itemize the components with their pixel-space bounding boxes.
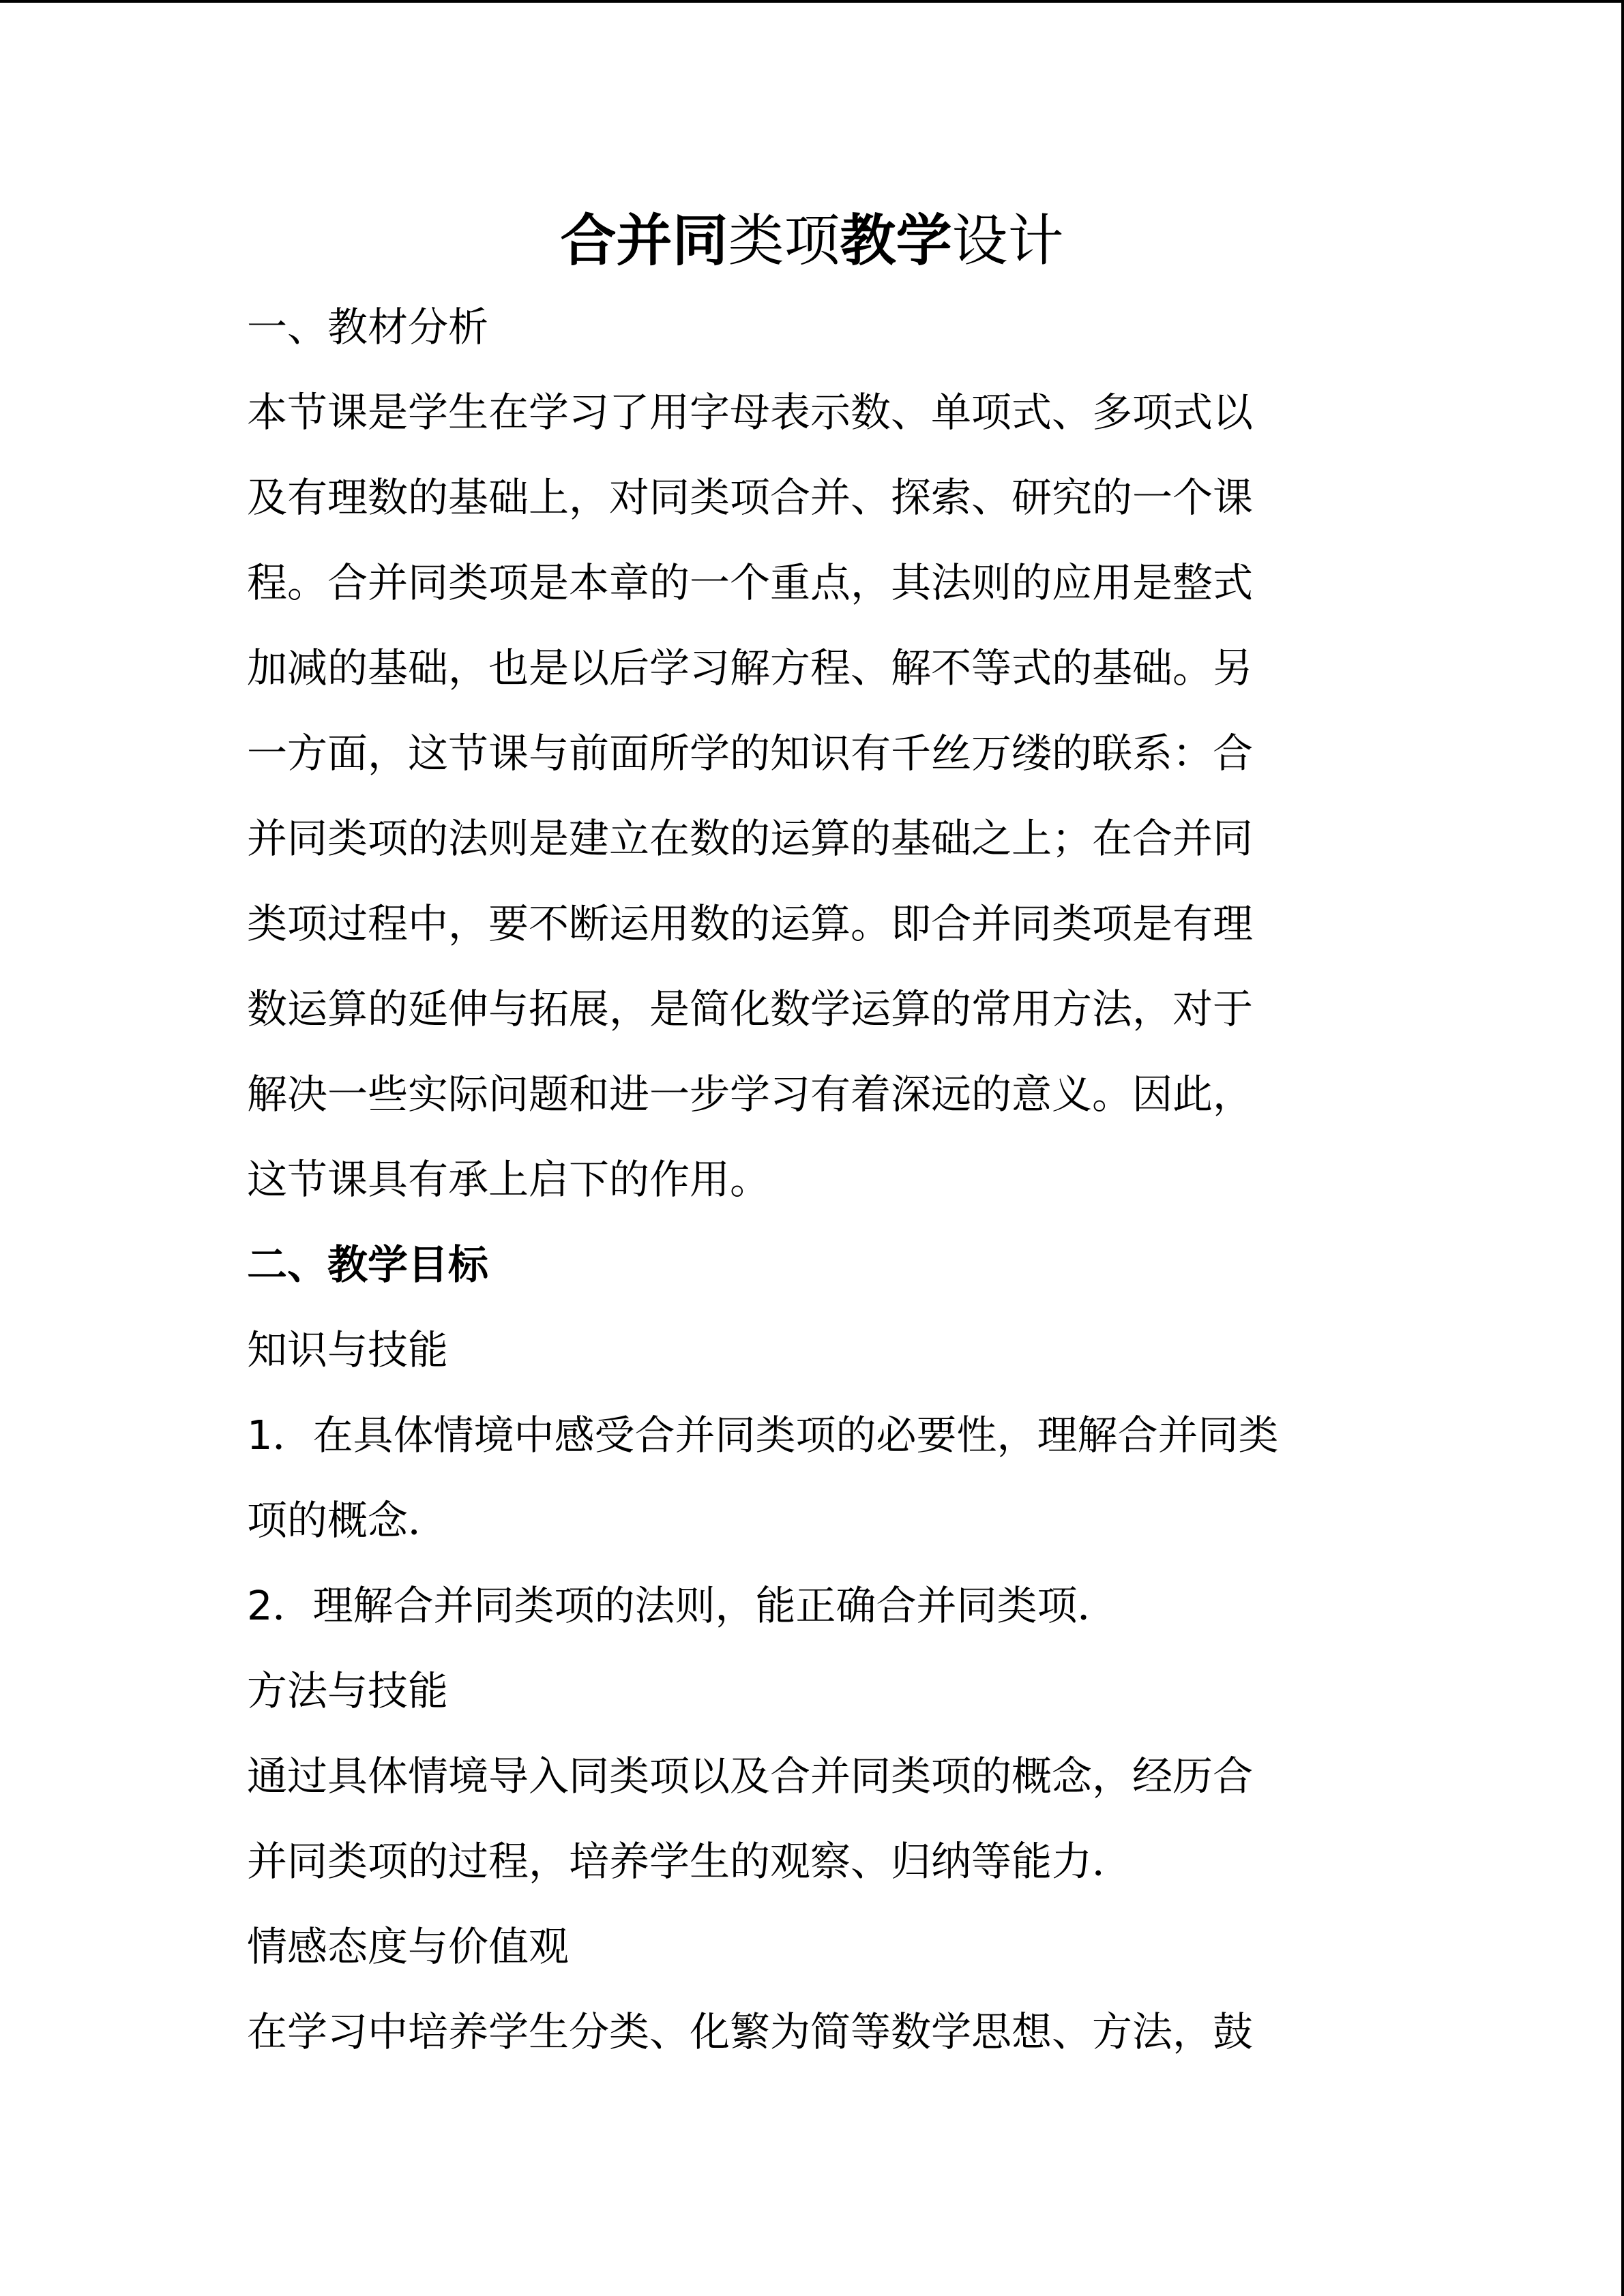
title-part-3: 教学 [840, 209, 952, 273]
document-title [0, 200, 1624, 282]
paragraph-line: 在学习中培养学生分类、化繁为简等数学思想、方法，鼓 [247, 2008, 1254, 2055]
paragraph-line: 及有理数的基础上，对同类项合并、探索、研究的一个课 [247, 474, 1254, 521]
list-item-1: 1．在具体情境中感受合并同类项的必要性，理解合并同类 [247, 1412, 1279, 1459]
paragraph-line: 并同类项的过程，培养学生的观察、归纳等能力． [247, 1838, 1133, 1885]
paragraph-line: 一方面，这节课与前面所学的知识有千丝万缕的联系：合 [247, 730, 1254, 777]
paragraph-line: 并同类项的法则是建立在数的运算的基础之上；在合并同 [247, 815, 1254, 862]
subheading-knowledge-skills: 知识与技能 [247, 1326, 449, 1373]
title-part-4: 设计 [951, 209, 1064, 273]
paragraph-line: 类项过程中，要不断运用数的运算。即合并同类项是有理 [247, 900, 1254, 947]
subheading-methods-skills: 方法与技能 [247, 1667, 449, 1714]
paragraph-line: 解决一些实际问题和进一步学习有着深远的意义。因此， [247, 1071, 1254, 1118]
paragraph-line: 通过具体情境导入同类项以及合并同类项的概念，经历合 [247, 1753, 1254, 1800]
list-item-2: 2．理解合并同类项的法则，能正确合并同类项． [247, 1582, 1118, 1629]
title-part-2: 类项 [728, 209, 840, 273]
section-heading-teaching-goals: 二、教学目标 [247, 1241, 489, 1288]
paragraph-line: 数运算的延伸与拓展，是简化数学运算的常用方法，对于 [247, 985, 1254, 1032]
section-heading-textbook-analysis: 一、教材分析 [247, 303, 489, 351]
title-part-1: 合并同 [560, 209, 728, 273]
paragraph-line: 程。合并同类项是本章的一个重点，其法则的应用是整式 [247, 559, 1254, 606]
list-item-1-continued: 项的概念． [247, 1497, 449, 1544]
paragraph-line: 加减的基础，也是以后学习解方程、解不等式的基础。另 [247, 644, 1254, 691]
paragraph-line: 本节课是学生在学习了用字母表示数、单项式、多项式以 [247, 389, 1254, 436]
subheading-attitudes-values: 情感态度与价值观 [247, 1923, 570, 1970]
paragraph-line: 这节课具有承上启下的作用。 [247, 1156, 771, 1203]
